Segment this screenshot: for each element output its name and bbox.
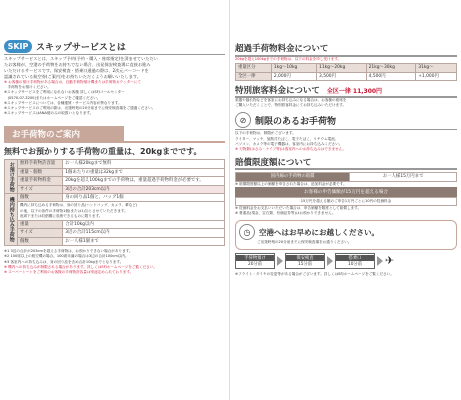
row-label: サイズ bbox=[18, 229, 63, 237]
special-line: ご購入いただくことで、特別旅客料金にてお持ち込みいただけます。 bbox=[235, 103, 347, 108]
row-label: 無料手荷物許容量 bbox=[18, 160, 63, 168]
footnote: ※1 3辺の合計が203cmを超える手荷物は、お預かりできない場合があります。 bbox=[4, 249, 133, 254]
header-cell: 11kg〜20kg bbox=[317, 64, 367, 72]
footnote: ※3 客室内への持ち込みは、身の回り品を含め合計10kgまでとなります。 bbox=[4, 259, 124, 264]
damage-value: お一人様15万円まで bbox=[350, 173, 457, 181]
baggage-tab: お手荷物のご案内 bbox=[4, 126, 124, 141]
airplane-icon: ✈ bbox=[385, 254, 395, 268]
damage-more: ※ 従価料金をお支払いいただいた場合は、申告価額を限度として賠償します。 bbox=[235, 206, 362, 211]
right-column bbox=[231, 0, 461, 400]
timeline bbox=[235, 253, 457, 269]
airport-lead: ご出発時刻の20分前までに保安検査場をお通りください。 bbox=[257, 240, 352, 245]
row-label: 重量 bbox=[18, 221, 63, 229]
step bbox=[235, 253, 275, 269]
header-cell: 31kg〜 bbox=[416, 64, 457, 72]
row-label: 重量手荷物料金 bbox=[18, 177, 63, 185]
footnote: ※2 100席以上の航空機の場合。100席未満の場合は3辺の合計100cm以内。 bbox=[4, 254, 129, 259]
restricted-line: ライター、マッチ、加熱式たばこ、電子たばこ、リチウム電池、 bbox=[235, 136, 339, 141]
checked-baggage-label: お預け手荷物 bbox=[5, 160, 18, 194]
fee-cell: 3,500円 bbox=[317, 72, 367, 80]
arrow-icon bbox=[377, 256, 383, 266]
skip-line: ※スキップサービスをご利用になれないお客様 詳しくはSFJコールセンター bbox=[4, 90, 125, 95]
special-fare-amount: 全区一律 11,300円 bbox=[326, 88, 383, 96]
overweight-title: 超過手荷物料金について bbox=[235, 42, 457, 57]
damage-note: ※ 賠償限度額以上の価額を申告された場合は、追加料金が必要です。 bbox=[235, 181, 347, 186]
left-column bbox=[0, 0, 230, 400]
arrow-icon bbox=[277, 256, 283, 266]
skip-logo: SKIP bbox=[4, 40, 32, 53]
baggage-heading: 無料でお預かりする手荷物の重量は、20kgまでです。 bbox=[4, 147, 202, 157]
skip-line: ※スキップサービスのご利用の際は、出発時刻の20分前までに保安検査場をご通過ください。 bbox=[4, 106, 156, 111]
step bbox=[335, 253, 375, 269]
header-cell: 1kg〜10kg bbox=[271, 64, 316, 72]
divider bbox=[4, 54, 225, 55]
row-value: 1個あたりの重量は32kgまで bbox=[63, 168, 225, 176]
prohibited-icon: ⊘ bbox=[235, 112, 251, 128]
header-cell: 重量区分 bbox=[236, 64, 272, 72]
airport-footer: ※フライト・ダイヤの変更等がある場合がございます。詳しくはSFJホームページをご覧ください。 bbox=[235, 271, 394, 276]
row-value: 3辺の合計203cm以内 bbox=[63, 185, 225, 193]
restricted-line: ※ 刃物類(はさみ・ナイフ等)は客室内へのお持ち込みはできません。 bbox=[235, 147, 347, 152]
row-value: 3辺の合計115cm以内 bbox=[63, 229, 225, 237]
row-value: 20kgを超え100kgまでの手荷物は、重量超過手荷物料金が必要です。 bbox=[63, 177, 225, 185]
row-label: 全区一律 bbox=[236, 72, 272, 80]
carry-note-line: の他、以下の条件の手荷物1個(または1点)とさせていただきます。 bbox=[20, 208, 128, 213]
row-value: お一人様20kgまで無料 bbox=[63, 160, 225, 168]
skip-line: ※スキップサービスについては、各種運賃・サービス内容が異なります。 bbox=[4, 100, 122, 105]
row-label: サイズ bbox=[18, 185, 63, 193]
header-cell: 21kg〜30kg bbox=[366, 64, 416, 72]
skip-line: 手荷物をお預けください。 bbox=[4, 85, 51, 90]
step-value: 10分前 bbox=[347, 261, 363, 267]
skip-title: スキップサービスとは bbox=[36, 43, 126, 53]
restricted-line: 以下の手荷物は、制限がございます。 bbox=[235, 131, 296, 136]
carry-note-line: 機内に持ち込める手荷物は、身の回り品(ハンドバッグ、カメラ、傘など) bbox=[20, 203, 138, 208]
row-label: 個数 bbox=[18, 237, 63, 245]
skip-line: (0570-07-3200)またはホームページをご確認ください。 bbox=[4, 95, 101, 100]
fee-cell: 2,000円 bbox=[271, 72, 316, 80]
tab-underline bbox=[4, 141, 225, 143]
skip-header bbox=[4, 40, 225, 53]
skip-line: スキップサービスとは、スキップ予約(予約・購入・座席指定)を済ませていただい bbox=[4, 56, 158, 61]
carry-note bbox=[18, 202, 225, 221]
damage-more: ※ 貴重品(現金、宝石類、有価証券等)はお預かりできません。 bbox=[235, 211, 336, 216]
damage-label: 国内線の手荷物の賠償 bbox=[236, 173, 350, 181]
baggage-tab-bar bbox=[4, 126, 225, 143]
carry-note-line: 座席下または収納棚に収納できるものに限ります。 bbox=[20, 213, 103, 218]
footnote: ※ スーパーシートをご利用のお客様の手荷物許容量は別途定められております。 bbox=[4, 270, 134, 275]
restricted-line: パソコン、カメラ等の電子機器は、客室内にお持ち込みください。 bbox=[235, 141, 343, 146]
damage-title: 賠償限度額について bbox=[235, 156, 457, 170]
skip-line: いただけるサービスです。保安検査・搭乗口通過の際は、2次元バーコードを bbox=[4, 68, 149, 73]
row-value: お一人様1個まで bbox=[63, 237, 225, 245]
carry-on-label: 機内持ち込み手荷物 bbox=[5, 194, 18, 246]
special-fare-title: 特別旅客料金について bbox=[235, 86, 320, 97]
step-value: 20分前 bbox=[247, 261, 263, 267]
row-value: 身の回り品1個と、バッグ1個 bbox=[63, 194, 225, 202]
airport-box bbox=[235, 220, 457, 249]
declared-value-box: お客様の申告価額が15万円を超える場合 bbox=[235, 187, 457, 197]
step-value: 15分前 bbox=[297, 261, 313, 267]
damage-table bbox=[235, 172, 457, 181]
fee-cell: +1,000円 bbox=[416, 72, 457, 80]
step bbox=[285, 253, 325, 269]
step-head: 搭乗口 bbox=[336, 255, 374, 261]
row-label: 個数 bbox=[18, 194, 63, 202]
row-label: 重量・個数 bbox=[18, 168, 63, 176]
skip-body bbox=[4, 56, 225, 116]
declared-value-rule: 15万円を超える額のご申告1万円ごとに10円の従価料金 bbox=[235, 197, 457, 206]
overweight-table bbox=[235, 63, 457, 81]
skip-line: ※ お客様の預け手荷物がある場合は、自動手荷物預け機または手荷物カウンターにて bbox=[4, 80, 141, 84]
special-line: 楽器や割れ物などを客室にお持ち込みになる場合は、お客様の座席を bbox=[235, 98, 347, 103]
clock-icon: ◷ bbox=[239, 224, 255, 240]
restricted-header bbox=[235, 112, 457, 128]
fee-cell: 4,500円 bbox=[366, 72, 416, 80]
divider bbox=[235, 129, 457, 130]
skip-line: ※スキップサービスはANA便のみの取扱いとなります。 bbox=[4, 111, 94, 116]
overweight-subtitle: 20kgを超え100kgまでの手荷物は、以下の料金を申し受けます。 bbox=[235, 57, 342, 61]
step-head: 手荷物預け bbox=[236, 255, 274, 261]
arrow-icon bbox=[327, 256, 333, 266]
airport-header bbox=[239, 224, 453, 240]
airport-title: 空港へはお早めにお越しください。 bbox=[259, 227, 379, 237]
footnote: ※ 機内への持ち込みが制限される場合があります。詳しくはSFJホームページをご覧ください。 bbox=[4, 264, 157, 269]
skip-line: 認識されている航空券(ご案内)をお持ちいただくようお願いいたします。 bbox=[4, 74, 141, 79]
skip-line: たお客様が、空港の手荷物をお持ちでない場合、出発保安検査場に直接お進み bbox=[4, 62, 151, 67]
step-head: 保安検査 bbox=[286, 255, 324, 261]
free-baggage-table bbox=[4, 159, 225, 246]
baggage-footnotes bbox=[4, 249, 225, 275]
row-value: 合計10kg以内 bbox=[63, 221, 225, 229]
restricted-title: 制限のあるお手荷物 bbox=[255, 116, 337, 127]
special-fare-header bbox=[235, 84, 457, 98]
